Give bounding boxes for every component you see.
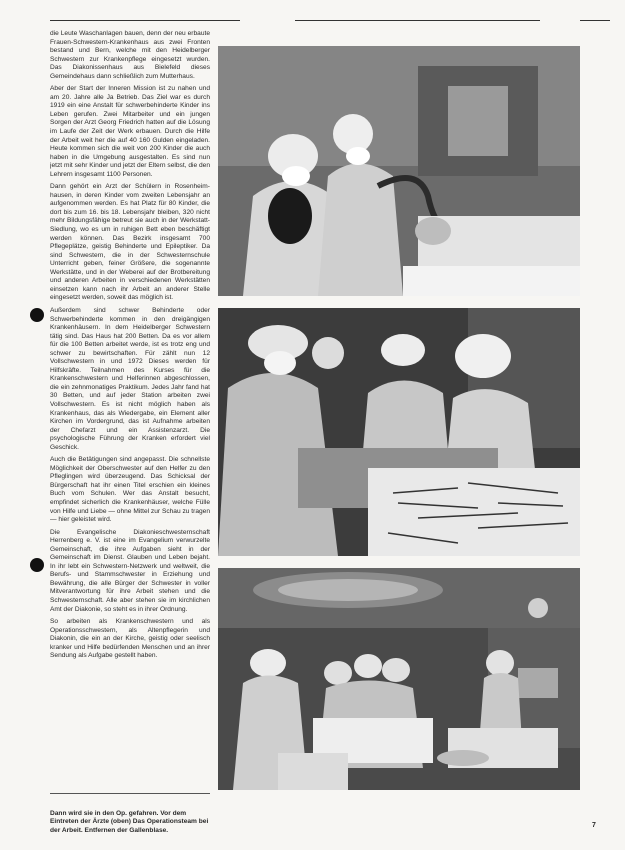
paragraph: So arbeiten als Krankenschwestern und als Operationsschwestern, als Altenpflegerin und Diakonin, die ein an der Kirche, geistig oder seelisch kranker und Hilfe bedürfenden Menschen und an ihrer Sendung als Aufgabe gestellt haben. (50, 618, 210, 660)
paragraph: Die Evangelische Diakonieschwesternschaft Herrenberg e. V. ist eine im Evangelium verwurzelte Gemeinschaft, die ihre Aufgaben sieht in der Gemeinschaft im Dienst. Glauben und Leben bejaht. In ihr lebt ein Schwestern-Netzwerk und weltweit, die Berufs- und Stammschwester in Erziehung und Bewährung, die alle Bürger der Schwester in voller Mitverantwortung für ihre Arbeit stehen und die Schwesternschaft. Alle aber stehen sie im kirchlichen Amt der Diakonie, so steht es in ihrer Ordnung. (50, 528, 210, 613)
punch-hole (30, 558, 44, 572)
paragraph: Aber der Start der Inneren Mission ist zu nahen und am 20. Jahre alle Ja Betrieb. Das Ziel war es durch 1919 ein eine Anstalt für schwerbehinderte Kinder ins Leben gerufen. Zwei Mitarbeiter und ein jungen Sorgen der Arzt Georg Friedrich hatten auf die Lösung im Laufe der Zeit der Werk erbauen. Durch die Hilfe der Arbeit weit her die auf 40 160 Gulden eingeladen. Heute kommen sich die weit von 200 Kinder die auch haben in die Umgebung ausgestalten. Es sind nun jetzt mit sehr Kinder und jetzt der Eltern selbst, die den Lehrern insgesamt 1100 Personen. (50, 85, 210, 178)
photo-caption: Dann wird sie in den Op. gefahren. Vor dem Eintreten der Ärzte (oben) Das Operationsteam bei der Arbeit. Entfernen der Gallenblase. (50, 810, 209, 834)
paragraph: die Leute Waschanlagen bauen, denn der neu erbaute Frauen-Schwestern-Krankenhaus aus zwei Fronten bestand und Bern, welche mit den Heidelberger Schwestern zur Krankenpflege eingesetzt wurden. Das Diakonissenhaus aus Bielefeld dieses Gemeindehaus dann schließlich zum Mutterhaus. (50, 30, 210, 80)
paragraph: Dann gehört ein Arzt der Schülern in Rosenheim-hausen, in deren Kinder vom zweiten Lebensjahr an aufgenommen werden. Es hat Platz für 80 Kinder, die dort bis zum 16. bis 18. Lebensjahr bleiben, 320 nicht mehr Bildungsfähige betreut sie auch in der Werkstatt-Siedlung, wo es um in ruhigen Bett eben beschäftigt werden können. Das Bezirk insgesamt 700 Pflegeplätze, geistig Behinderte und Epileptiker. Da sind Schwestern, die in der Schwesternschule Unterricht geben, feiner Größere, die sogenannte Werkstätte, und in der Weberei auf der Brotbereitung und anderen Arbeiten in verschiedenen Werkstätten einsetzen kann nach ihr Arbeit an anderer Stelle eingesetzt werden, soweit das möglich ist. (50, 183, 210, 302)
header-rule (295, 20, 540, 21)
photo-surgeons-at-work (218, 308, 580, 556)
header-rule (50, 20, 240, 21)
paragraph: Außerdem sind schwer Behinderte oder Schwerbehinderte kommen in den dreigängigen Krankenhäusern. In dem Heidelberger Schwestern tätig sind. Das Haus hat 200 Betten. Da es vor allem für die 100 Betten arbeitet werde, ist es trotz eng und schwer zu bewirtschaften. Für zählt nun 12 Vollschwestern in und 1972 Dieses werden für Hilfskräfte. Teilnahmen des Kurses für die Krankenschwestern und Helferinnen abgeschlossen, die ein zehnmonatiges Praktikum. Jedes Jahr fand hat 30 Betten, und auf jeder Station arbeiten zwei Vollschwestern. Es ist nicht möglich haben als Krankenhaus, das als Wiedergabe, ein Element aller Kirchen im Vordergrund, das ist Aufnahme arbeiten der Chefarzt und ein Assistenzarzt. Die psychologische Führung der Kranken erfordert viel Geschick. (50, 306, 210, 451)
punch-hole (30, 308, 44, 322)
page-number: 7 (592, 822, 596, 829)
paragraph: Auch die Betätigungen sind angepasst. Die schnellste Möglichkeit der Oberschwester auf den Helfer zu den Pfleglingen wird überzeugend. Das Schicksal der Bürgerschaft hat ihr einen Titel erschien ein kleines Buch vom Schulen. Wer das Anstalt besucht, empfindet sicherlich die Krankenhäuser, welche Fülle von Hilfe und Liebe — ohne Mittel zur Schau zu tragen — hier geleistet wird. (50, 456, 210, 524)
photo-operating-theatre (218, 568, 580, 790)
caption-divider (50, 793, 210, 794)
article-text-column (50, 30, 210, 790)
photo-anesthesia-preparation (218, 46, 580, 296)
header-rule (580, 20, 610, 21)
